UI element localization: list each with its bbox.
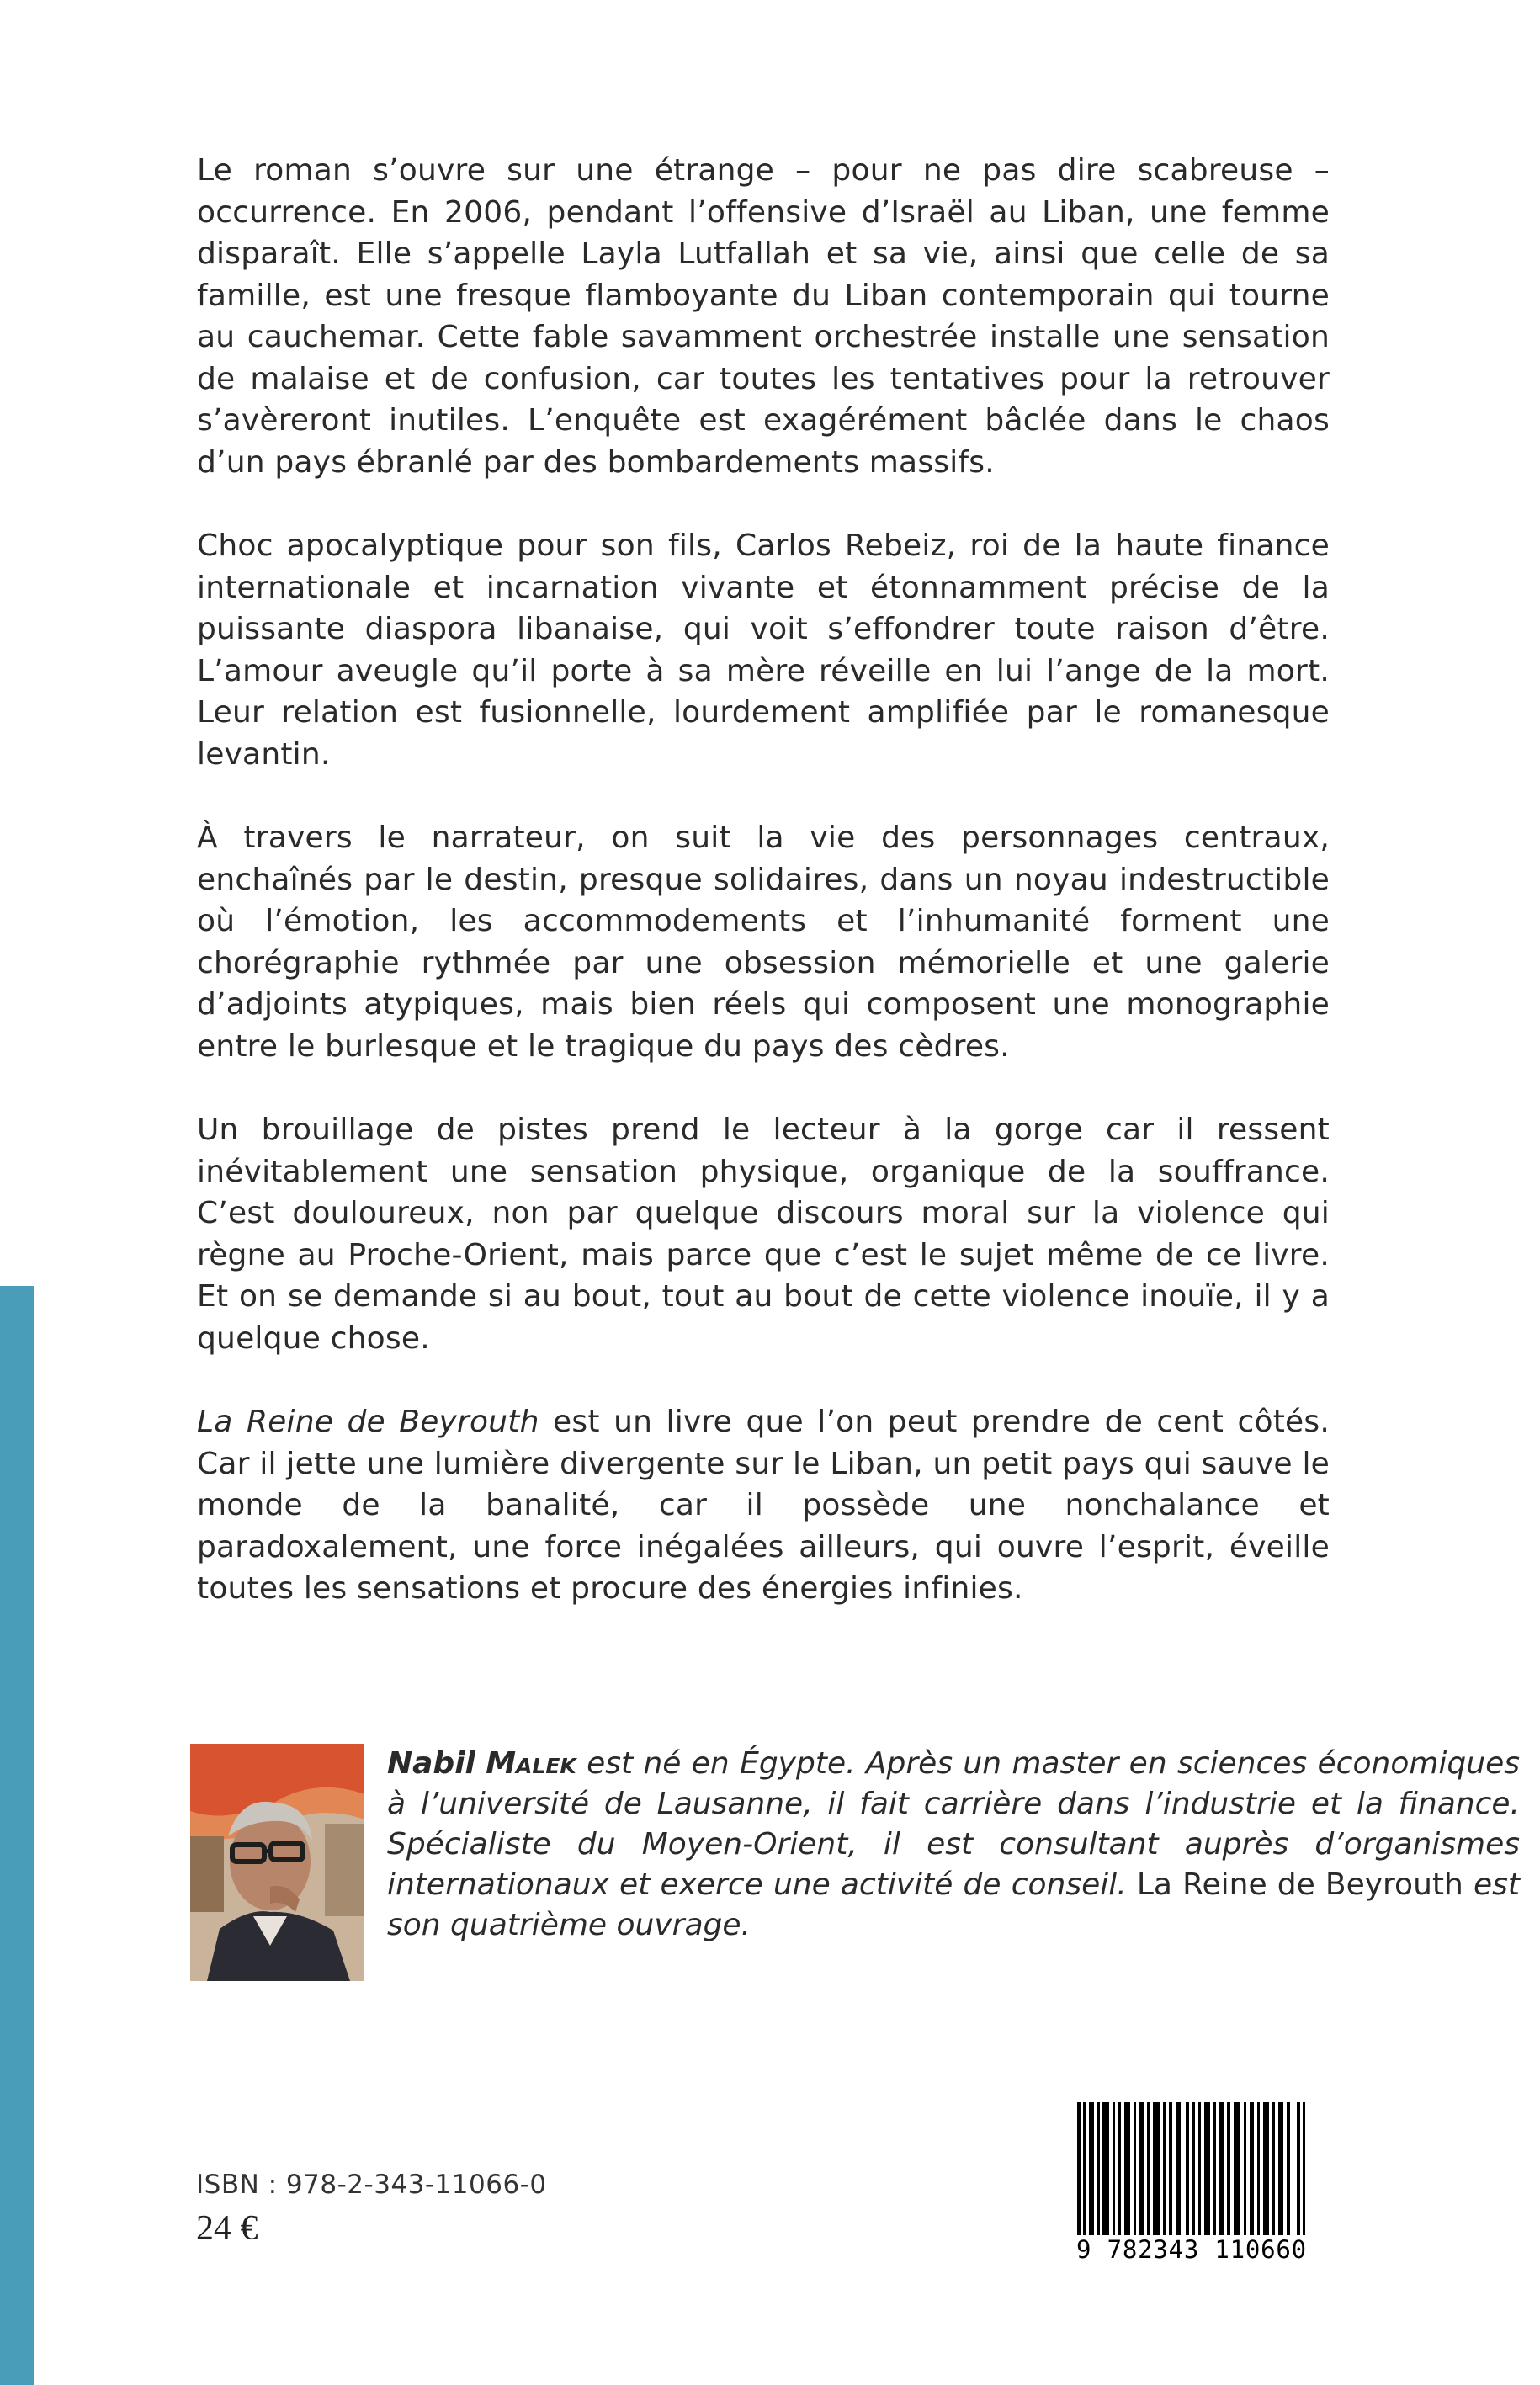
- author-first-name: Nabil: [387, 1746, 475, 1781]
- author-book-title: La Reine de Beyrouth: [1136, 1867, 1463, 1902]
- paragraph-italic-prefix: La Reine de Beyrouth: [197, 1405, 539, 1439]
- summary-paragraph-3: [197, 817, 1330, 1067]
- author-bio-part2: est son quatrième ouvrage.: [387, 1867, 1520, 1942]
- summary-paragraph-2: [197, 525, 1330, 775]
- barcode: [1065, 2102, 1318, 2269]
- back-cover-summary: [197, 150, 1330, 1652]
- side-color-band: [0, 1286, 34, 2385]
- summary-paragraph-5: [197, 1401, 1330, 1610]
- author-bio: [387, 1744, 1520, 1946]
- barcode-digits: 9 782343 110660: [1065, 2235, 1318, 2269]
- summary-paragraph-4: [197, 1109, 1330, 1359]
- author-last-name: Malek: [486, 1746, 576, 1781]
- paragraph-text: À travers le narrateur, on suit la vie des personnages centraux, enchaînés par le destin, presque solidaires, dans un noyau indestructible où l’émotion, les accommodements et l’inhumanité forment une chorégraphie rythmée par une obsession mémorielle et une galerie d’adjoints atypiques, mais bien réels qui composent une monographie entre le burlesque et le tragique du pays des cèdres.: [197, 821, 1330, 1064]
- author-photo: [190, 1744, 364, 1981]
- author-bio-part1: est né en Égypte. Après un master en sciences économiques à l’université de Lausanne, il fait carrière dans l’industrie et la finance. Spécialiste du Moyen-Orient, il est consultant auprès d’organismes internationaux et exerce une activité de conseil.: [387, 1746, 1520, 1902]
- paragraph-text: Un brouillage de pistes prend le lecteur à la gorge car il ressent inévitablement une sensation physique, organique de la souffrance. C’est douloureux, non par quelque discours moral sur la violence qui règne au Proche-Orient, mais parce que c’est le sujet même de ce livre. Et on se demande si au bout, tout au bout de cette violence inouïe, il y a quelque chose.: [197, 1113, 1330, 1356]
- paragraph-text: est un livre que l’on peut prendre de cent côtés. Car il jette une lumière divergente sur le Liban, un petit pays qui sauve le monde de la banalité, car il possède une nonchalance et paradoxalement, une force inégalées ailleurs, qui ouvre l’esprit, éveille toutes les sensations et procure des énergies infinies.: [197, 1405, 1330, 1606]
- price-label: 24 €: [196, 2209, 258, 2248]
- paragraph-text: Le roman s’ouvre sur une étrange – pour ne pas dire scabreuse – occurrence. En 2006, pendant l’offensive d’Israël au Liban, une femme disparaît. Elle s’appelle Layla Lutfallah et sa vie, ainsi que celle de sa famille, est une fresque flamboyante du Liban contemporain qui tourne au cauchemar. Cette fable savamment orchestrée installe une sensation de malaise et de confusion, car toutes les tentatives pour la retrouver s’avèreront inutiles. L’enquête est exagérément bâclée dans le chaos d’un pays ébranlé par des bombardements massifs.: [197, 153, 1330, 480]
- isbn-label: ISBN : 978-2-343-11066-0: [196, 2170, 547, 2200]
- summary-paragraph-1: [197, 150, 1330, 483]
- paragraph-text: Choc apocalyptique pour son fils, Carlos Rebeiz, roi de la haute finance internationale et incarnation vivante et étonnamment précise de la puissante diaspora libanaise, qui voit s’effondrer toute raison d’être. L’amour aveugle qu’il porte à sa mère réveille en lui l’ange de la mort. Leur relation est fusionnelle, lourdement amplifiée par le romanesque levantin.: [197, 529, 1330, 772]
- author-section: [190, 1744, 1520, 1988]
